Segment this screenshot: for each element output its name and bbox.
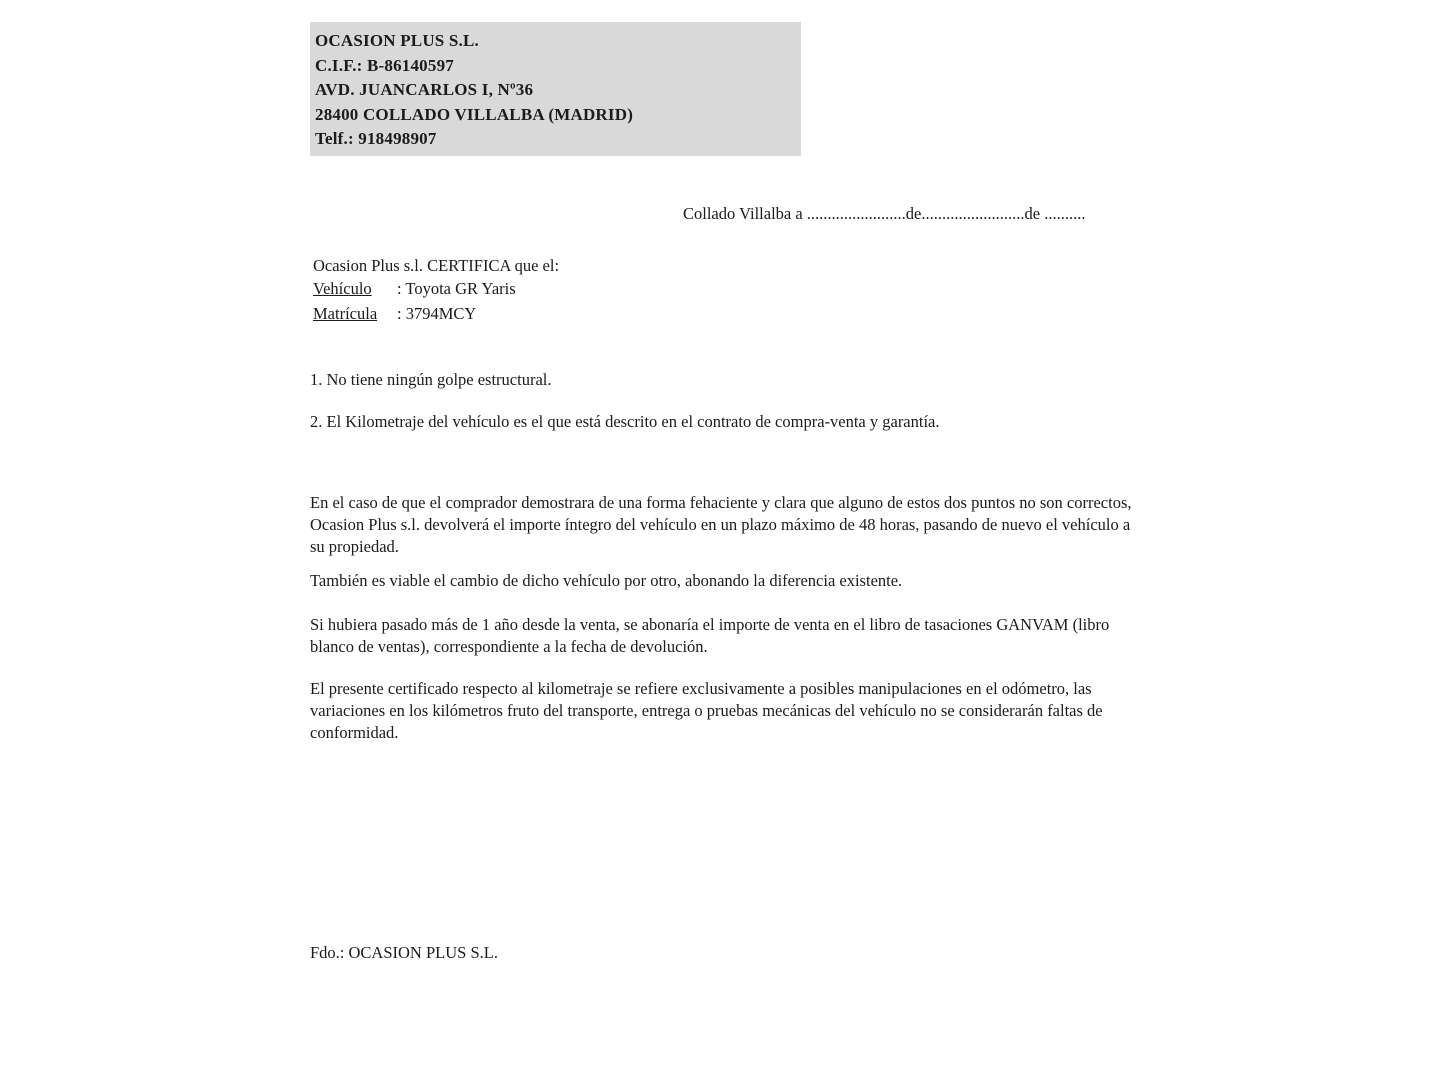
company-cif: C.I.F.: B-86140597 <box>315 55 454 75</box>
point-1: 1. No tiene ningún golpe estructural. <box>310 370 552 389</box>
signature-line: Fdo.: OCASION PLUS S.L. <box>310 943 498 962</box>
plate-row <box>313 304 476 324</box>
company-phone: Telf.: 918498907 <box>315 129 437 148</box>
paragraph-ganvam: Si hubiera pasado más de 1 año desde la venta, se abonaría el importe de venta en el libro de tasaciones GANVAM (libro blanco de ventas), correspondiente a la fecha de devolución. <box>310 615 1110 656</box>
vehicle-row <box>313 279 516 299</box>
point-2: 2. El Kilometraje del vehículo es el que está descrito en el contrato de compra-venta y garantía. <box>310 412 940 431</box>
company-city: 28400 COLLADO VILLALBA (MADRID) <box>315 104 634 124</box>
date-line: Collado Villalba a ........................de.........................de .......... <box>683 204 1086 223</box>
company-address: AVD. JUANCARLOS I, Nº36 <box>315 80 534 99</box>
company-header-box <box>310 22 801 156</box>
company-name: OCASION PLUS S.L. <box>315 31 479 50</box>
vehicle-label: Vehículo <box>313 279 372 298</box>
paragraph-odometer: El presente certificado respecto al kilometraje se refiere exclusivamente a posibles manipulaciones en el odómetro, las variaciones en los kilómetros fruto del transporte, entrega o pruebas mecánicas del vehículo no se considerarán faltas de conformidad. <box>310 679 1103 742</box>
plate-label: Matrícula <box>313 304 378 323</box>
vehicle-value: : Toyota GR Yaris <box>397 279 516 298</box>
paragraph-exchange: También es viable el cambio de dicho vehículo por otro, abonando la diferencia existente. <box>310 571 903 590</box>
paragraph-refund: En el caso de que el comprador demostrara de una forma fehaciente y clara que alguno de estos dos puntos no son correctos, Ocasion Plus s.l. devolverá el importe íntegro del vehículo en un plazo máximo de 48 horas, pasando de nuevo el vehículo a su propiedad. <box>310 493 1132 556</box>
plate-value: : 3794MCY <box>397 304 477 323</box>
certifies-intro: Ocasion Plus s.l. CERTIFICA que el: <box>313 256 560 275</box>
